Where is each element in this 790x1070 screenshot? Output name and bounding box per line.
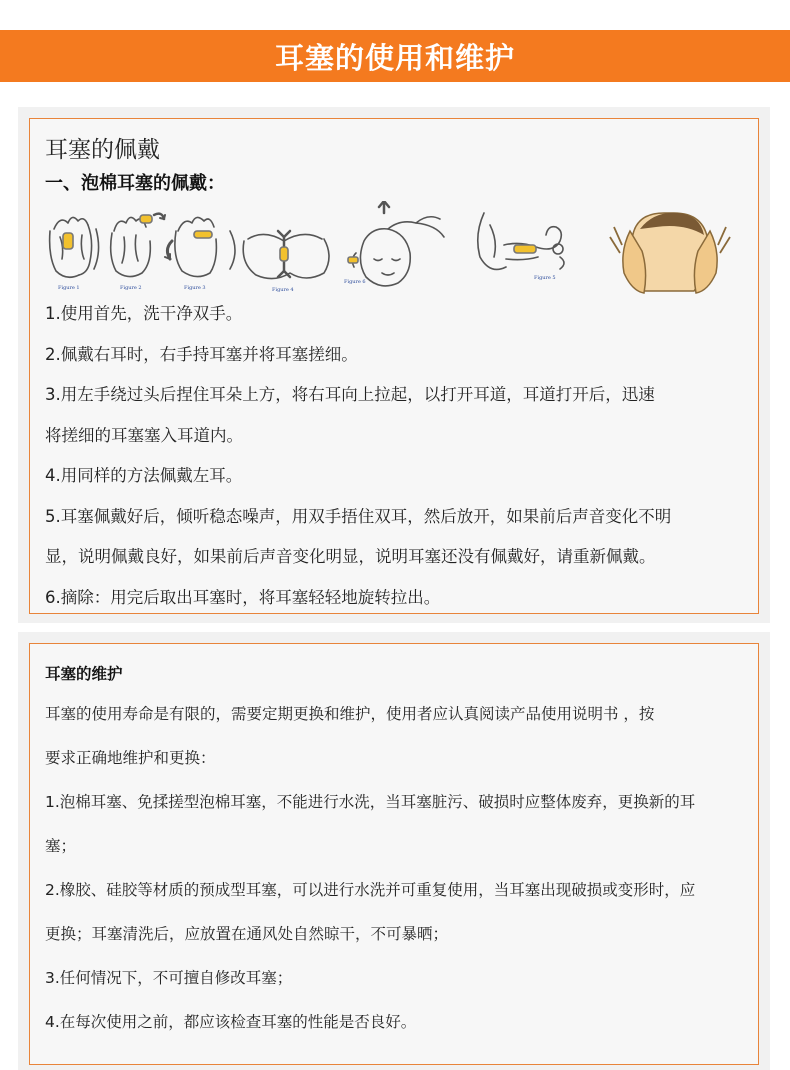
maintenance-line: 4.在每次使用之前，都应该检查耳塞的性能是否良好。 [45,1013,417,1031]
wearing-panel [18,107,770,623]
foam-subheading: 一、泡棉耳塞的佩戴： [45,173,225,194]
figure-label-5: Figure 5 [534,275,556,281]
step-line: 4.用同样的方法佩戴左耳。 [45,466,243,485]
step-line: 将搓细的耳塞塞入耳道内。 [45,425,243,445]
wearing-heading: 耳塞的佩戴 [45,137,160,163]
maintenance-line: 塞； [45,837,77,855]
step-line: 6.摘除：用完后取出耳塞时，将耳塞轻轻地旋转拉出。 [45,587,441,607]
maintenance-line: 要求正确地维护和更换： [45,749,216,767]
maintenance-heading: 耳塞的维护 [45,665,123,683]
step-line: 3.用左手绕过头后捏住耳朵上方，将右耳向上拉起，以打开耳道，耳道打开后，迅速 [45,385,655,404]
maintenance-line: 1.泡棉耳塞、免揉搓型泡棉耳塞，不能进行水洗，当耳塞脏污、破损时应整体废弃，更换新的耳 [45,793,696,811]
figure-label-2: Figure 2 [120,285,142,291]
figure-4-illustration [243,231,329,279]
figure-label-4: Figure 4 [272,287,294,293]
step-line: 显，说明佩戴良好，如果前后声音变化明显，说明耳塞还没有佩戴好，请重新佩戴。 [45,547,656,566]
figure-6-illustration [348,201,444,286]
figure-label-3: Figure 3 [184,285,206,291]
maintenance-line: 耳塞的使用寿命是有限的，需要定期更换和维护，使用者应认真阅读产品使用说明书 ，按 [45,705,655,723]
figure-label-1: Figure 1 [58,285,80,291]
maintenance-panel [18,632,770,1070]
maintenance-line: 更换；耳塞清洗后，应放置在通风处自然晾干，不可暴晒； [45,925,449,943]
page-title: 耳塞的使用和维护 [274,40,515,75]
figure-5-illustration [478,213,564,269]
maintenance-body [45,692,750,1044]
step-line: 5.耳塞佩戴好后，倾听稳态噪声，用双手捂住双耳，然后放开，如果前后声音变化不明 [45,506,672,526]
figure-1-illustration [50,217,99,277]
maintenance-line: 2.橡胶、硅胶等材质的预成型耳塞，可以进行水洗并可重复使用，当耳塞出现破损或变形时，应 [45,881,696,899]
maintenance-frame [29,643,759,1065]
figure-3-illustration [165,217,235,276]
page-banner [0,30,790,82]
cover-ears-illustration [610,213,730,293]
step-line: 2.佩戴右耳时，右手持耳塞并将耳塞搓细。 [45,344,358,364]
maintenance-line: 3.任何情况下，不可擅自修改耳塞； [45,969,293,987]
wearing-steps [45,294,745,618]
figure-label-6: Figure 6 [344,279,366,285]
step-line: 1.使用首先，洗干净双手。 [45,304,243,323]
figure-2-illustration [111,214,165,277]
instruction-figures [44,201,734,297]
wearing-frame [29,118,759,614]
